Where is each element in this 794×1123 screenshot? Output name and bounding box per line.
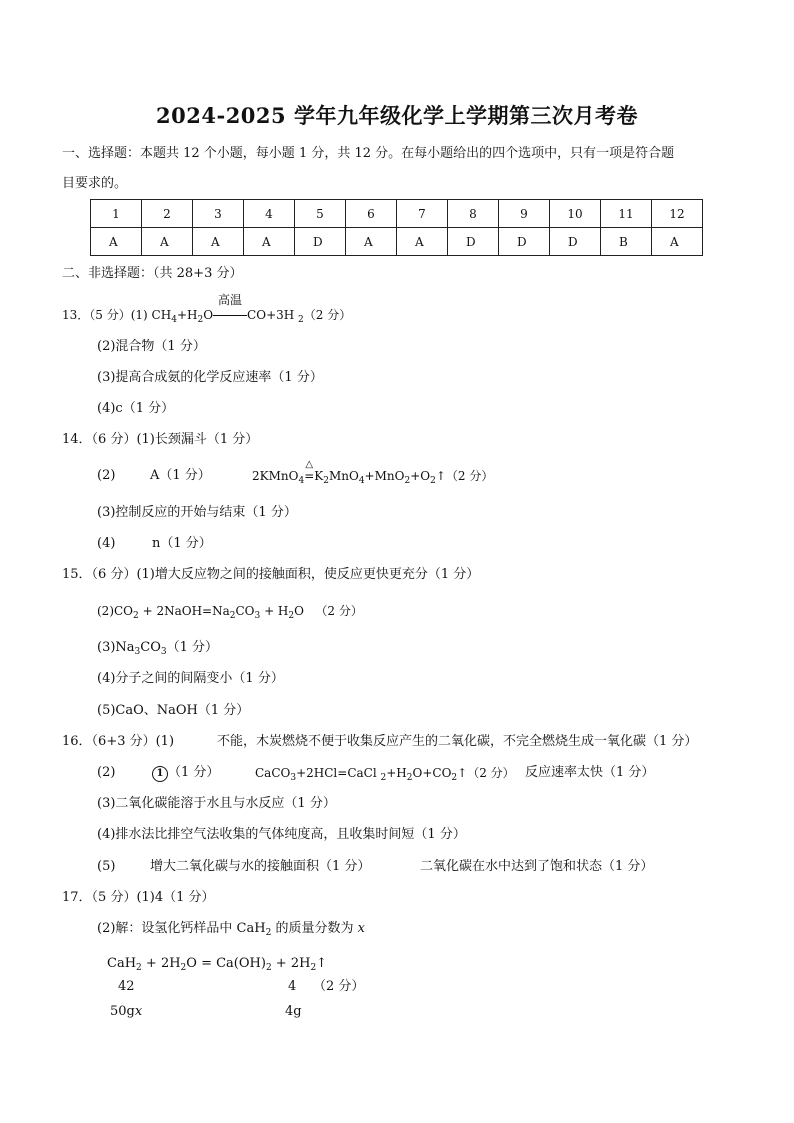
- q16-line2-label: (2): [97, 765, 116, 780]
- answer-cell: D: [499, 228, 550, 256]
- answer-cell: D: [448, 228, 499, 256]
- q16-line5-label: (5): [97, 859, 116, 874]
- question-number: 12: [652, 200, 703, 228]
- answer-table-answer-row: [91, 228, 703, 256]
- q13-line3: (3)提高合成氨的化学反应速率（1 分）: [97, 370, 323, 385]
- answer-cell: A: [193, 228, 244, 256]
- q13-label: 13．（5 分）(1): [62, 308, 148, 322]
- answer-table: [90, 199, 703, 256]
- q14-line4-label: (4): [97, 536, 116, 551]
- answer-cell: A: [346, 228, 397, 256]
- q17-line2-tail: 的质量分数为: [275, 921, 354, 936]
- q17-line2: (2)解：设氢化钙样品中 CaH$_2$ 的质量分数为 x: [97, 921, 365, 938]
- q17-line1: 17．（5 分）(1)4（1 分）: [62, 890, 215, 905]
- question-number: 6: [346, 200, 397, 228]
- q14-line2-label: (2): [97, 468, 116, 483]
- q13-line1: [62, 293, 352, 329]
- answer-cell: A: [142, 228, 193, 256]
- question-number: 11: [601, 200, 652, 228]
- q16-line1-answer: 不能，木炭燃烧不便于收集反应产生的二氧化碳，不完全燃烧生成一氧化碳（1 分）: [217, 734, 698, 749]
- q17-variable: x: [357, 921, 365, 936]
- q15-line2-label: (2): [97, 604, 114, 618]
- q15-line3: $(3)Na_3CO_3(1$ 分）: [97, 640, 219, 657]
- q14-equation-points: （2 分）: [445, 469, 494, 483]
- page-title: 2024-2025 学年九年级化学上学期第三次月考卷: [156, 103, 638, 128]
- q17-points: （2 分）: [313, 979, 365, 994]
- question-number: 4: [244, 200, 295, 228]
- q15-line2: $(2)CO_2$ + $2NaOH=Na_2CO_3 + H_2O$ （2 分）: [97, 604, 363, 621]
- answer-cell: A: [652, 228, 703, 256]
- question-number: 2: [142, 200, 193, 228]
- q16-line5-answer1: 增大二氧化碳与水的接触面积（1 分）: [150, 859, 371, 874]
- question-number: 3: [193, 200, 244, 228]
- q17-mass-h2: 4g: [285, 1004, 302, 1019]
- q17-line2-text: (2)解：设氢化钙样品中 CaH: [97, 921, 266, 936]
- q13-equation: $CH_4+H_2O$ 高温 CO+3H $_2$（2 分）: [151, 293, 352, 325]
- q17-mass-ratio-cah2: 42: [118, 979, 135, 994]
- q16-line2-points: （1 分）: [168, 765, 220, 780]
- answer-cell: D: [295, 228, 346, 256]
- q17-equation: $CaH_2 + 2H_2O = Ca(OH)_2$ + $2H_2↑$: [107, 956, 328, 973]
- q16-line2-reason: 反应速率太快（1 分）: [525, 765, 655, 780]
- question-number: 7: [397, 200, 448, 228]
- question-number: 10: [550, 200, 601, 228]
- q14-line4-answer: n（1 分）: [152, 536, 212, 551]
- answer-cell: A: [397, 228, 448, 256]
- answer-cell: A: [91, 228, 142, 256]
- q14-line1: 14．（6 分）(1)长颈漏斗（1 分）: [62, 432, 259, 447]
- q15-line1: 15．（6 分）(1)增大反应物之间的接触面积，使反应更快更充分（1 分）: [62, 567, 480, 582]
- q16-equation: CaCO$_3$+2HCl=CaCl $_2+H_2O+CO_2↑(2$ 分）: [255, 766, 515, 783]
- answer-cell: D: [550, 228, 601, 256]
- question-number: 8: [448, 200, 499, 228]
- q14-line2-answer: A（1 分）: [150, 468, 211, 483]
- q16-line3: (3)二氧化碳能溶于水且与水反应（1 分）: [97, 796, 336, 811]
- question-number: 1: [91, 200, 142, 228]
- q13-line2: (2)混合物（1 分）: [97, 339, 206, 354]
- answer-cell: B: [601, 228, 652, 256]
- q15-line4: (4)分子之间的间隔变小（1 分）: [97, 671, 284, 686]
- q13-condition: 高温: [218, 293, 243, 307]
- q17-mass-ratio-h2: 4: [288, 979, 297, 994]
- circled-number-icon: 1: [152, 766, 168, 782]
- question-number: 5: [295, 200, 346, 228]
- q17-mass-cah2: [110, 1003, 142, 1021]
- answer-table-header-row: [91, 200, 703, 228]
- q13-line4: (4)c（1 分）: [97, 401, 175, 416]
- q16-line5-answer2: 二氧化碳在水中达到了饱和状态（1 分）: [420, 859, 654, 874]
- q17-mass-cah2-value: 50g: [110, 1004, 135, 1019]
- answer-cell: A: [244, 228, 295, 256]
- q16-line1-label: 16．（6+3 分）(1): [62, 734, 175, 749]
- part1-heading-line1: 一、选择题：本题共 12 个小题，每小题 1 分，共 12 分。在每小题给出的四个选项中，只有一项是符合题: [62, 146, 675, 161]
- q16-line2-answer: [152, 764, 219, 782]
- q17-mass-cah2-variable: x: [134, 1004, 143, 1019]
- question-number: 9: [499, 200, 550, 228]
- q14-equation: 2KMnO$_4$ △ $=K_2MnO_4+MnO_2+O_2↑(2$ 分）: [252, 459, 494, 486]
- q14-line3: (3)控制反应的开始与结束（1 分）: [97, 505, 297, 520]
- q16-equation-points: （2 分）: [467, 766, 515, 780]
- q16-line4: (4)排水法比排空气法收集的气体纯度高，且收集时间短（1 分）: [97, 827, 466, 842]
- q15-line5: (5)CaO、NaOH（1 分）: [97, 703, 250, 718]
- part2-heading: 二、非选择题：（共 28+3 分）: [62, 266, 243, 281]
- q15-line2-points: （2 分）: [315, 604, 363, 618]
- part1-heading-line2: 目要求的。: [62, 176, 128, 191]
